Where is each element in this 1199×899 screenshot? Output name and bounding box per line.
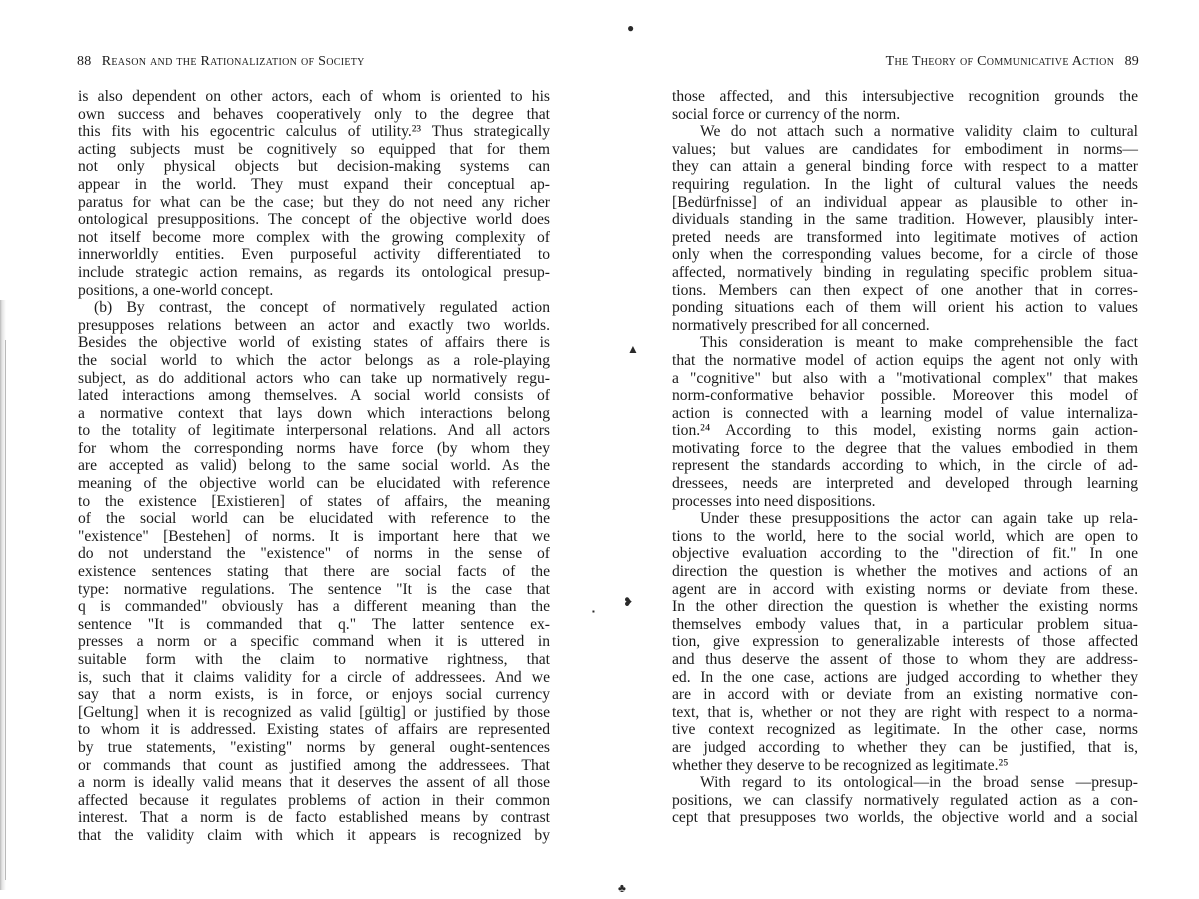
scan-speck: ▪ — [592, 607, 595, 616]
text-line: [Bedürfnisse] of an individual appear as plausible to other in- — [672, 193, 1138, 211]
text-line: values; but values are candidates for embodiment in norms— — [672, 140, 1138, 158]
text-line: action is connected with a learning model of value internaliza- — [672, 404, 1138, 422]
text-line: a normative context that lays down which interactions belong — [78, 404, 550, 422]
text-line: dressees, needs are interpreted and developed through learning — [672, 475, 1138, 493]
text-line: affected because it regulates problems of action in their common — [78, 791, 550, 809]
text-line: own success and behaves cooperatively only to the degree that — [78, 105, 550, 123]
text-line: is also dependent on other actors, each of whom is oriented to his — [78, 88, 550, 105]
text-line: tions. Members can then expect of one another that in corres- — [672, 281, 1138, 299]
text-line: and thus deserve the assent of those to whom they are address- — [672, 651, 1138, 668]
running-title: The Theory of Communicative Action — [885, 54, 1115, 69]
text-line: say that a norm exists, is in force, or enjoys social currency — [78, 686, 550, 704]
text-line: the social world to which the actor belongs as a role-playing — [78, 351, 550, 369]
running-head-right — [886, 53, 1139, 70]
text-line: to the totality of legitimate interpersonal relations. And all actors — [78, 422, 550, 440]
text-line: processes into need dispositions. — [672, 492, 876, 510]
text-line: tions to the world, here to the social world, which are open to — [672, 527, 1138, 545]
text-line: or commands that count as justified among the addressees. That — [78, 756, 550, 774]
scan-speck: ♣ — [618, 881, 626, 895]
text-line: q is commanded" obviously has a different meaning than the — [78, 598, 550, 616]
text-line: that the validity claim with which it appears is recognized by — [78, 826, 550, 844]
text-line: tion, give expression to generalizable interests of those affected — [672, 633, 1138, 651]
text-line: paratus for what can be the case; but they do not need any richer — [78, 193, 550, 211]
text-line: meaning of the objective world can be elucidated with reference — [78, 475, 550, 493]
text-line: of the social world can be elucidated with reference to the — [78, 510, 550, 528]
text-line: (b) By contrast, the concept of normatively regulated action — [94, 299, 550, 317]
text-line: [Geltung] when it is recognized as valid [gültig] or justified by those — [78, 703, 550, 721]
text-line: Under these presuppositions the actor can again take up rela- — [700, 510, 1138, 528]
text-line: This consideration is meant to make comprehensible the fact — [700, 334, 1138, 352]
text-line: a norm is ideally valid means that it deserves the assent of all those — [78, 774, 550, 792]
text-line: lated interactions among themselves. A social world consists of — [78, 387, 550, 405]
text-line: interest. That a norm is de facto established means by contrast — [78, 809, 550, 827]
text-line: dividuals standing in the same tradition. However, plausibly inter- — [672, 211, 1138, 229]
right-page — [600, 0, 1199, 899]
text-line: represent the standards according to which, in the circle of ad- — [672, 457, 1138, 475]
text-line: Besides the objective world of existing states of affairs there is — [78, 334, 550, 352]
scan-speck: ▲ — [627, 342, 639, 356]
text-line: to the existence [Existieren] of states of affairs, the meaning — [78, 492, 550, 510]
left-page — [0, 0, 590, 899]
text-line: normatively prescribed for all concerned. — [672, 316, 930, 334]
text-line: presupposes relations between an actor and exactly two worlds. — [78, 316, 550, 334]
text-line: ed. In the one case, actions are judged according to whether they — [672, 668, 1138, 686]
text-line: ontological presuppositions. The concept of the objective world does — [78, 211, 550, 229]
text-line: affected, normatively binding in regulating specific problem situa- — [672, 263, 1138, 281]
text-line: for whom the corresponding norms have force (by whom they — [78, 439, 550, 457]
text-line: they can attain a general binding force with respect to a matter — [672, 158, 1138, 176]
text-line: presses a norm or a specific command when it is uttered in — [78, 633, 550, 651]
text-line: positions, a one-world concept. — [78, 281, 274, 299]
text-line: those affected, and this intersubjective recognition grounds the — [672, 88, 1138, 105]
text-line: tion.²⁴ According to this model, existing norms gain action- — [672, 422, 1138, 440]
text-line: to whom it is addressed. Existing states of affairs are represented — [78, 721, 550, 739]
text-line: tive context recognized as legitimate. In the other case, norms — [672, 721, 1138, 739]
text-line: motivating force to the degree that the values embodied in them — [672, 439, 1138, 457]
text-line: preted needs are transformed into legitimate motives of action — [672, 228, 1138, 246]
text-line: objective evaluation according to the "direction of fit." In one — [672, 545, 1138, 563]
text-line: that the normative model of action equips the agent not only with — [672, 351, 1138, 369]
running-title: Reason and the Rationalization of Society — [101, 54, 365, 69]
text-line: existence sentences stating that there are social facts of the — [78, 563, 550, 581]
text-line: are judged according to whether they can be justified, that is, — [672, 738, 1138, 756]
page-number: 89 — [1124, 54, 1139, 69]
text-line: innerworldly entities. Even purposeful activity differentiated to — [78, 246, 550, 264]
text-line: do not understand the "existence" of norms in the sense of — [78, 545, 550, 563]
text-line: positions, we can classify normatively regulated action as a con- — [672, 791, 1138, 809]
text-line: not itself become more complex with the growing complexity of — [78, 228, 550, 246]
text-line: In the other direction the question is whether the existing norms — [672, 598, 1138, 616]
text-line: are accepted as valid) belong to the same social world. As the — [78, 457, 550, 475]
scan-speck: ❥ — [623, 595, 634, 609]
text-line: themselves embody values that, in a particular problem situa- — [672, 615, 1138, 633]
text-line: cept that presupposes two worlds, the objective world and a social — [672, 809, 1138, 827]
text-line: not only physical objects but decision-making systems can — [78, 158, 550, 176]
running-head-left — [77, 53, 365, 70]
text-line: We do not attach such a normative validity claim to cultural — [700, 123, 1138, 141]
text-line: social force or currency of the norm. — [672, 105, 901, 123]
text-line: a "cognitive" but also with a "motivational complex" that makes — [672, 369, 1138, 387]
text-line: this fits with his egocentric calculus of utility.²³ Thus strategically — [78, 123, 550, 141]
page-number: 88 — [77, 54, 92, 69]
text-line: norm-conformative behavior possible. Moreover this model of — [672, 387, 1138, 405]
left-page-body — [78, 88, 550, 845]
right-page-body — [672, 88, 1138, 827]
text-line: ponding situations each of them will orient his action to values — [672, 299, 1138, 317]
text-line: subject, as do additional actors who can take up normatively regu- — [78, 369, 550, 387]
text-line: whether they deserve to be recognized as legitimate.²⁵ — [672, 756, 1009, 774]
text-line: type: normative regulations. The sentence "It is the case that — [78, 580, 550, 598]
text-line: "existence" [Bestehen] of norms. It is important here that we — [78, 527, 550, 545]
text-line: are in accord with or deviate from an existing normative con- — [672, 686, 1138, 704]
text-line: is, such that it claims validity for a circle of addressees. And we — [78, 668, 550, 686]
scan-speck: ● — [627, 21, 635, 35]
text-line: appear in the world. They must expand their conceptual ap- — [78, 175, 550, 193]
text-line: by true statements, "existing" norms by general ought-sentences — [78, 738, 550, 756]
text-line: text, that is, whether or not they are right with respect to a norma- — [672, 703, 1138, 721]
text-line: acting subjects must be cognitively so equipped that for them — [78, 140, 550, 158]
text-line: direction the question is whether the motives and actions of an — [672, 563, 1138, 581]
text-line: With regard to its ontological—in the broad sense —presup- — [700, 774, 1138, 792]
text-line: only when the corresponding values become, for a circle of those — [672, 246, 1138, 264]
text-line: suitable form with the claim to normative rightness, that — [78, 651, 550, 668]
text-line: include strategic action remains, as regards its ontological presup- — [78, 263, 550, 281]
text-line: requiring regulation. In the light of cultural values the needs — [672, 175, 1138, 193]
text-line: agent are in accord with existing norms or deviate from these. — [672, 580, 1138, 598]
text-line: sentence "It is commanded that q." The latter sentence ex- — [78, 615, 550, 633]
